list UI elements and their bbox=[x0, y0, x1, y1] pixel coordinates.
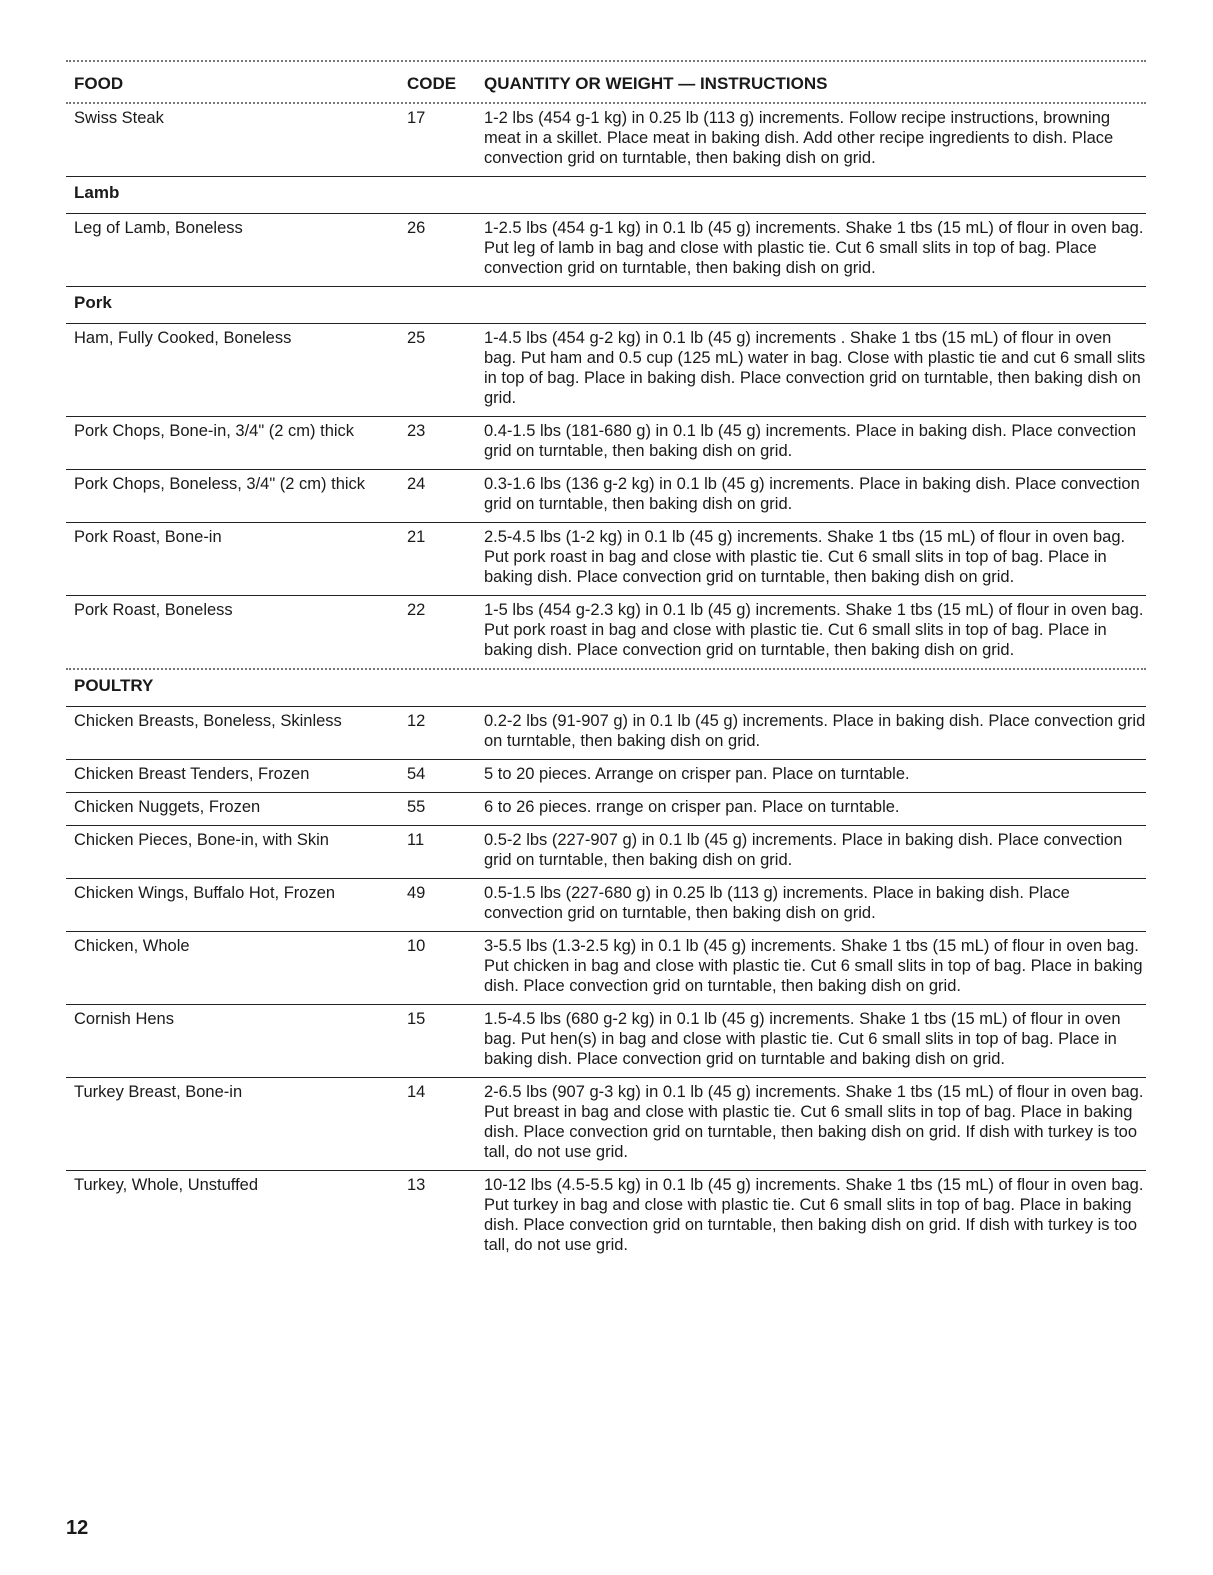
instructions-cell: 1-5 lbs (454 g-2.3 kg) in 0.1 lb (45 g) increments. Shake 1 tbs (15 mL) of flour in oven bag. Put pork roast in bag and close with plastic tie. Cut 6 small slits in top of bag. Place in baking dish. Place convection grid on turntable, then baking dish on grid. bbox=[484, 601, 1144, 659]
code-cell: 22 bbox=[407, 601, 426, 619]
table-row bbox=[66, 1171, 1146, 1263]
table-row bbox=[66, 214, 1146, 286]
table-row bbox=[66, 707, 1146, 759]
instructions-cell: 2.5-4.5 lbs (1-2 kg) in 0.1 lb (45 g) increments. Shake 1 tbs (15 mL) of flour in oven bag. Put pork roast in bag and close with plastic tie. Cut 6 small slits in top of bag. Place in baking dish. Place convection grid on turntable, then baking dish on grid. bbox=[484, 528, 1126, 586]
code-cell: 10 bbox=[407, 937, 426, 955]
code-cell: 25 bbox=[407, 329, 426, 347]
instructions-cell: 6 to 26 pieces. rrange on crisper pan. Place on turntable. bbox=[484, 798, 900, 816]
instructions-cell: 2-6.5 lbs (907 g-3 kg) in 0.1 lb (45 g) increments. Shake 1 tbs (15 mL) of flour in oven bag. Put breast in bag and close with plastic tie. Cut 6 small slits in top of bag. Place in baking dish. Place convection grid on turntable, then baking dish on grid. If dish with turkey is too tall, do not use grid. bbox=[484, 1083, 1144, 1161]
table-row bbox=[66, 1005, 1146, 1077]
instructions-cell: 1-2.5 lbs (454 g-1 kg) in 0.1 lb (45 g) increments. Shake 1 tbs (15 mL) of flour in oven bag. Put leg of lamb in bag and close with plastic tie. Cut 6 small slits in top of bag. Place convection grid on turntable, then baking dish on grid. bbox=[484, 219, 1144, 277]
food-cell: Chicken Breast Tenders, Frozen bbox=[74, 765, 310, 783]
food-cell: Leg of Lamb, Boneless bbox=[74, 219, 243, 237]
code-cell: 26 bbox=[407, 219, 426, 237]
cooking-table bbox=[66, 60, 1146, 1263]
food-cell: Turkey, Whole, Unstuffed bbox=[74, 1176, 259, 1194]
page-number: 12 bbox=[66, 1517, 89, 1539]
table-row bbox=[66, 826, 1146, 878]
instructions-cell: 10-12 lbs (4.5-5.5 kg) in 0.1 lb (45 g) increments. Shake 1 tbs (15 mL) of flour in oven bag. Put turkey in bag and close with plastic tie. Cut 6 small slits in top of bag. Place in baking dish. Place convection grid on turntable, then baking dish on grid. If dish with turkey is too tall, do not use grid. bbox=[484, 1176, 1144, 1254]
food-cell: Chicken Breasts, Boneless, Skinless bbox=[74, 712, 342, 730]
food-cell: Chicken Pieces, Bone-in, with Skin bbox=[74, 831, 329, 849]
code-cell: 55 bbox=[407, 798, 426, 816]
table-row bbox=[66, 879, 1146, 931]
food-cell: Chicken Wings, Buffalo Hot, Frozen bbox=[74, 884, 336, 902]
header-food: FOOD bbox=[74, 74, 124, 93]
header-code: CODE bbox=[407, 74, 457, 93]
table-row bbox=[66, 470, 1146, 522]
table-row bbox=[66, 793, 1146, 825]
subsection-heading: Lamb bbox=[74, 183, 120, 202]
table-row bbox=[66, 760, 1146, 792]
food-cell: Pork Roast, Boneless bbox=[74, 601, 233, 619]
code-cell: 13 bbox=[407, 1176, 426, 1194]
code-cell: 17 bbox=[407, 109, 426, 127]
subsection-heading: Pork bbox=[74, 293, 112, 312]
instructions-cell: 1-2 lbs (454 g-1 kg) in 0.25 lb (113 g) increments. Follow recipe instructions, browning meat in a skillet. Place meat in baking dish. Add other recipe ingredients to dish. Place convection grid on turntable, then baking dish on grid. bbox=[484, 109, 1114, 167]
food-cell: Cornish Hens bbox=[74, 1010, 174, 1028]
table-row bbox=[66, 932, 1146, 1004]
table-row bbox=[66, 596, 1146, 668]
food-cell: Chicken Nuggets, Frozen bbox=[74, 798, 261, 816]
instructions-cell: 0.5-1.5 lbs (227-680 g) in 0.25 lb (113 g) increments. Place in baking dish. Place convection grid on turntable, then baking dish on grid. bbox=[484, 884, 1070, 922]
code-cell: 14 bbox=[407, 1083, 426, 1101]
table-row bbox=[66, 104, 1146, 176]
table-row bbox=[66, 417, 1146, 469]
table-row bbox=[66, 324, 1146, 416]
code-cell: 21 bbox=[407, 528, 426, 546]
instructions-cell: 3-5.5 lbs (1.3-2.5 kg) in 0.1 lb (45 g) increments. Shake 1 tbs (15 mL) of flour in oven bag. Put chicken in bag and close with plastic tie. Cut 6 small slits in top of bag. Place in baking dish. Place convection grid on turntable, then baking dish on grid. bbox=[484, 937, 1143, 995]
code-cell: 23 bbox=[407, 422, 426, 440]
food-cell: Pork Chops, Bone-in, 3/4" (2 cm) thick bbox=[74, 422, 355, 440]
food-cell: Turkey Breast, Bone-in bbox=[74, 1083, 243, 1101]
table-row bbox=[66, 1078, 1146, 1170]
food-cell: Swiss Steak bbox=[74, 109, 164, 127]
code-cell: 15 bbox=[407, 1010, 426, 1028]
table-header bbox=[66, 62, 1146, 102]
code-cell: 11 bbox=[407, 831, 425, 849]
food-cell: Ham, Fully Cooked, Boneless bbox=[74, 329, 292, 347]
code-cell: 49 bbox=[407, 884, 426, 902]
header-instructions: QUANTITY OR WEIGHT — INSTRUCTIONS bbox=[484, 74, 828, 93]
instructions-cell: 5 to 20 pieces. Arrange on crisper pan. Place on turntable. bbox=[484, 765, 910, 783]
instructions-cell: 0.4-1.5 lbs (181-680 g) in 0.1 lb (45 g) increments. Place in baking dish. Place convection grid on turntable, then baking dish on grid. bbox=[484, 422, 1137, 460]
code-cell: 12 bbox=[407, 712, 426, 730]
category-heading: POULTRY bbox=[74, 676, 154, 695]
instructions-cell: 1-4.5 lbs (454 g-2 kg) in 0.1 lb (45 g) increments . Shake 1 tbs (15 mL) of flour in oven bag. Put ham and 0.5 cup (125 mL) water in bag. Close with plastic tie and cut 6 small slits in top of bag. Place in baking dish. Place convection grid on turntable, then baking dish on grid. bbox=[484, 329, 1146, 407]
food-cell: Pork Roast, Bone-in bbox=[74, 528, 222, 546]
food-cell: Pork Chops, Boneless, 3/4" (2 cm) thick bbox=[74, 475, 366, 493]
code-cell: 54 bbox=[407, 765, 426, 783]
instructions-cell: 1.5-4.5 lbs (680 g-2 kg) in 0.1 lb (45 g) increments. Shake 1 tbs (15 mL) of flour in oven bag. Put hen(s) in bag and close with plastic tie. Cut 6 small slits in top of bag. Place in baking dish. Place convection grid on turntable and baking dish on grid. bbox=[484, 1010, 1121, 1068]
code-cell: 24 bbox=[407, 475, 426, 493]
table-body bbox=[66, 104, 1146, 1263]
food-cell: Chicken, Whole bbox=[74, 937, 190, 955]
instructions-cell: 0.3-1.6 lbs (136 g-2 kg) in 0.1 lb (45 g) increments. Place in baking dish. Place convection grid on turntable, then baking dish on grid. bbox=[484, 475, 1140, 513]
table-row bbox=[66, 523, 1146, 595]
instructions-cell: 0.5-2 lbs (227-907 g) in 0.1 lb (45 g) increments. Place in baking dish. Place convection grid on turntable, then baking dish on grid. bbox=[484, 831, 1123, 869]
instructions-cell: 0.2-2 lbs (91-907 g) in 0.1 lb (45 g) increments. Place in baking dish. Place convection grid on turntable, then baking dish on grid. bbox=[484, 712, 1146, 750]
